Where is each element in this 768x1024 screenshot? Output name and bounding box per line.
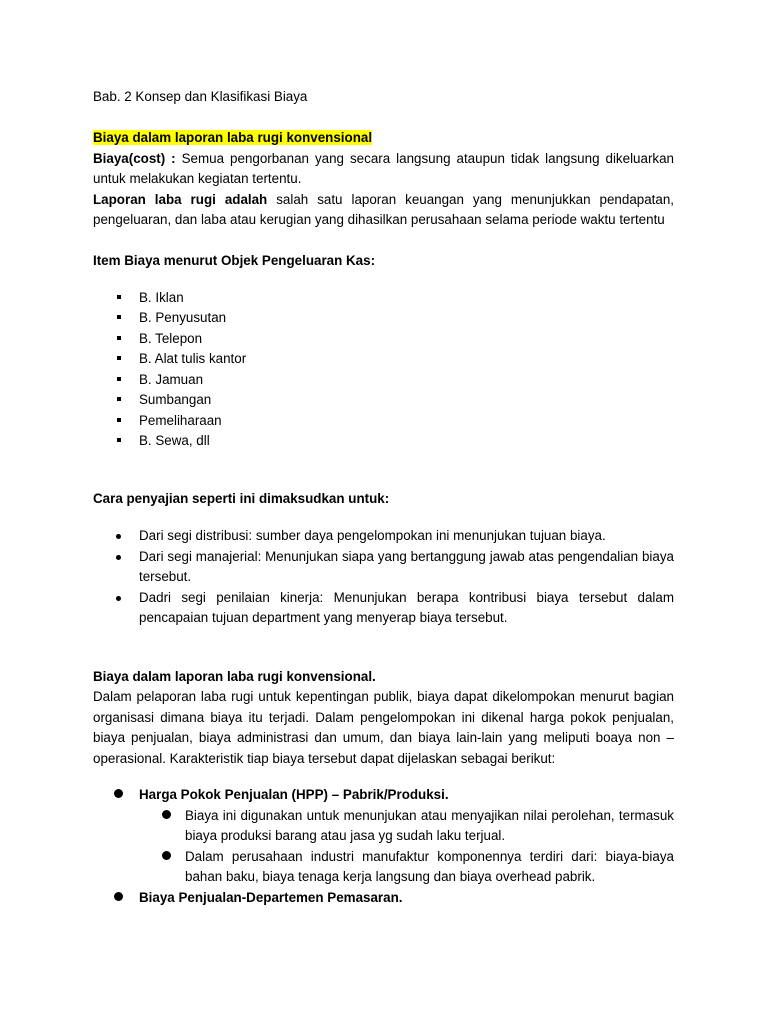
- laporan-term: Laporan laba rugi adalah: [93, 191, 268, 207]
- list-item: Pemeliharaan: [93, 411, 674, 432]
- list-item: Sumbangan: [93, 390, 674, 411]
- section2-paragraph: Dalam pelaporan laba rugi untuk kepentingan publik, biaya dapat dikelompokan menurut bagian organisasi dimana biaya itu terjadi. Dalam pengelompokan ini dikenal harga pokok penjualan, biaya penjualan, biaya administrasi dan umum, dan biaya lain-lain yang meliputi boaya non – operasional. Karakteristik tiap biaya tersebut dapat dijelaskan sebagai berikut:: [93, 689, 674, 766]
- list-item: B. Alat tulis kantor: [93, 349, 674, 370]
- list-item: B. Telepon: [93, 329, 674, 350]
- highlight-heading: Biaya dalam laporan laba rugi konvensional: [93, 130, 373, 145]
- biaya-definition-text: Semua pengorbanan yang secara langsung ataupun tidak langsung dikeluarkan untuk melakukan kegiatan tertentu.: [93, 150, 674, 186]
- list-item: B. Iklan: [93, 288, 674, 309]
- laporan-definition-text: salah satu laporan keuangan yang menunjukkan pendapatan, pengeluaran, dan laba atau kerugian yang dihasilkan perusahaan selama periode waktu tertentu: [93, 191, 675, 227]
- penjualan-heading: Biaya Penjualan-Departemen Pemasaran.: [139, 889, 403, 905]
- biaya-definition: [93, 149, 674, 190]
- list-item: Dadri segi penilaian kinerja: Menunjukan berapa kontribusi biaya tersebut dalam pencapaian tujuan department yang menyerap biaya tersebut.: [93, 588, 674, 629]
- list-item: Dari segi distribusi: sumber daya pengelompokan ini menunjukan tujuan biaya.: [93, 526, 674, 547]
- list-item: Dalam perusahaan industri manufaktur komponennya terdiri dari: biaya-biaya bahan baku, biaya tenaga kerja langsung dan biaya overhead pabrik.: [139, 847, 674, 888]
- list-item: Biaya ini digunakan untuk menunjukan atau menyajikan nilai perolehan, termasuk biaya produksi barang atau jasa yg sudah laku terjual.: [139, 806, 674, 847]
- chapter-title: Bab. 2 Konsep dan Klasifikasi Biaya: [93, 89, 308, 104]
- laporan-definition: [93, 190, 674, 231]
- cara-list: [93, 526, 674, 629]
- section-heading-highlighted: [93, 128, 674, 149]
- cara-heading: Cara penyajian seperti ini dimaksudkan untuk:: [93, 490, 390, 506]
- section2-heading: Biaya dalam laporan laba rugi konvensional.: [93, 668, 376, 684]
- list-item-penjualan: [93, 888, 674, 909]
- items-heading: Item Biaya menurut Objek Pengeluaran Kas:: [93, 253, 376, 268]
- cost-category-list: [93, 785, 674, 908]
- hpp-heading: Harga Pokok Penjualan (HPP) – Pabrik/Produksi.: [139, 787, 449, 802]
- items-list: [93, 288, 674, 452]
- list-item: B. Sewa, dll: [93, 431, 674, 452]
- list-item-hpp: [93, 785, 674, 888]
- document-content: [93, 87, 674, 908]
- hpp-sublist: [139, 806, 674, 888]
- biaya-term: Biaya(cost) :: [93, 150, 176, 166]
- list-item: B. Jamuan: [93, 370, 674, 391]
- list-item: Dari segi manajerial: Menunjukan siapa yang bertanggung jawab atas pengendalian biaya tersebut.: [93, 547, 674, 588]
- list-item: B. Penyusutan: [93, 308, 674, 329]
